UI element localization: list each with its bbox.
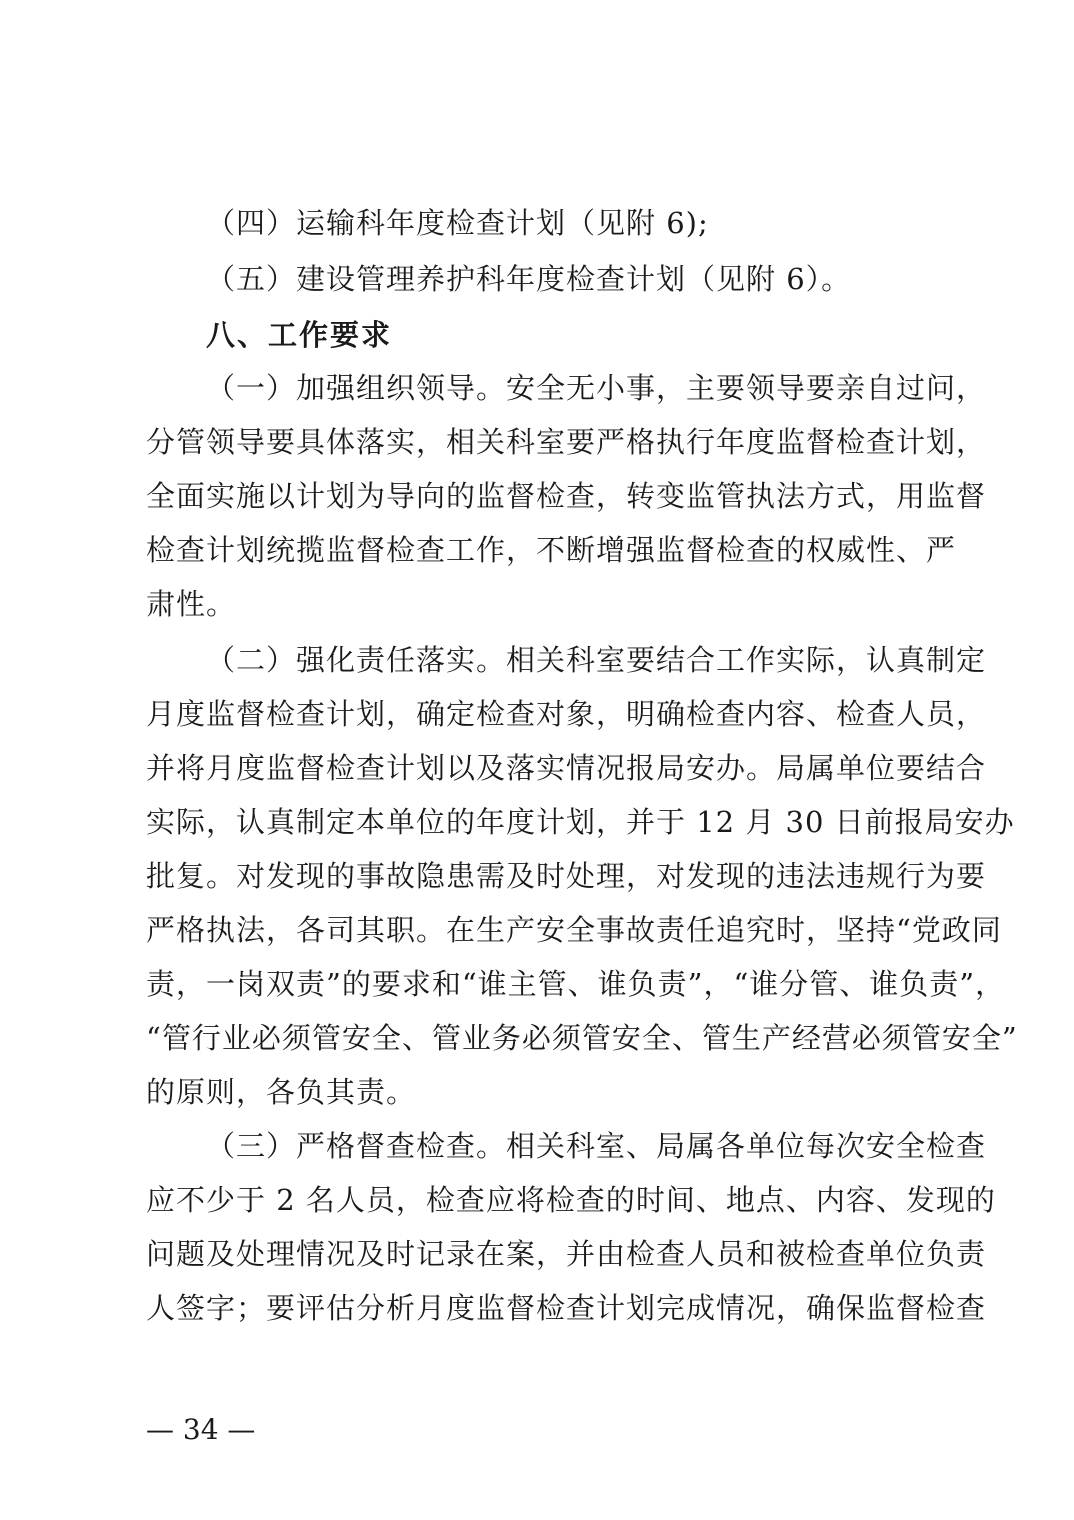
text-line-13: 批复。对发现的事故隐患需及时处理，对发现的违法违规行为要 [146,859,987,893]
text-line-21: 人签字；要评估分析月度监督检查计划完成情况，确保监督检查 [146,1291,987,1325]
text-line-6: 全面实施以计划为导向的监督检查，转变监管执法方式，用监督 [146,479,987,513]
text-line-8: 肃性。 [146,587,237,621]
text-line-20: 问题及处理情况及时记录在案，并由检查人员和被检查单位负责 [146,1237,987,1271]
text-line-17: 的原则，各负其责。 [146,1075,417,1109]
text-line-5: 分管领导要具体落实，相关科室要严格执行年度监督检查计划， [146,425,987,459]
text-line-14: 严格执法，各司其职。在生产安全事故责任追究时，坚持“党政同 [146,913,1002,947]
section-heading: 八、工作要求 [206,318,393,352]
text-line-11: 并将月度监督检查计划以及落实情况报局安办。局属单位要结合 [146,751,987,785]
text-line-1: （四）运输科年度检查计划（见附 6); [206,206,709,240]
text-line-4: （一）加强组织领导。安全无小事，主要领导要亲自过问， [206,371,987,405]
text-line-7: 检查计划统揽监督检查工作，不断增强监督检查的权威性、严 [146,533,957,567]
text-line-10: 月度监督检查计划，确定检查对象，明确检查内容、检查人员， [146,697,987,731]
text-line-16: “管行业必须管安全、管业务必须管安全、管生产经营必须管安全” [146,1021,1018,1055]
text-line-15: 责，一岗双责”的要求和“谁主管、谁负责”，“谁分管、谁负责”， [146,967,1006,1001]
text-line-18: （三）严格督查检查。相关科室、局属各单位每次安全检查 [206,1129,987,1163]
page-number: — 34 — [146,1413,256,1446]
text-line-9: （二）强化责任落实。相关科室要结合工作实际，认真制定 [206,643,987,677]
text-line-12: 实际，认真制定本单位的年度计划，并于 12 月 30 日前报局安办 [146,805,1015,839]
text-line-2: （五）建设管理养护科年度检查计划（见附 6）。 [206,262,852,296]
text-line-19: 应不少于 2 名人员，检查应将检查的时间、地点、内容、发现的 [146,1183,996,1217]
